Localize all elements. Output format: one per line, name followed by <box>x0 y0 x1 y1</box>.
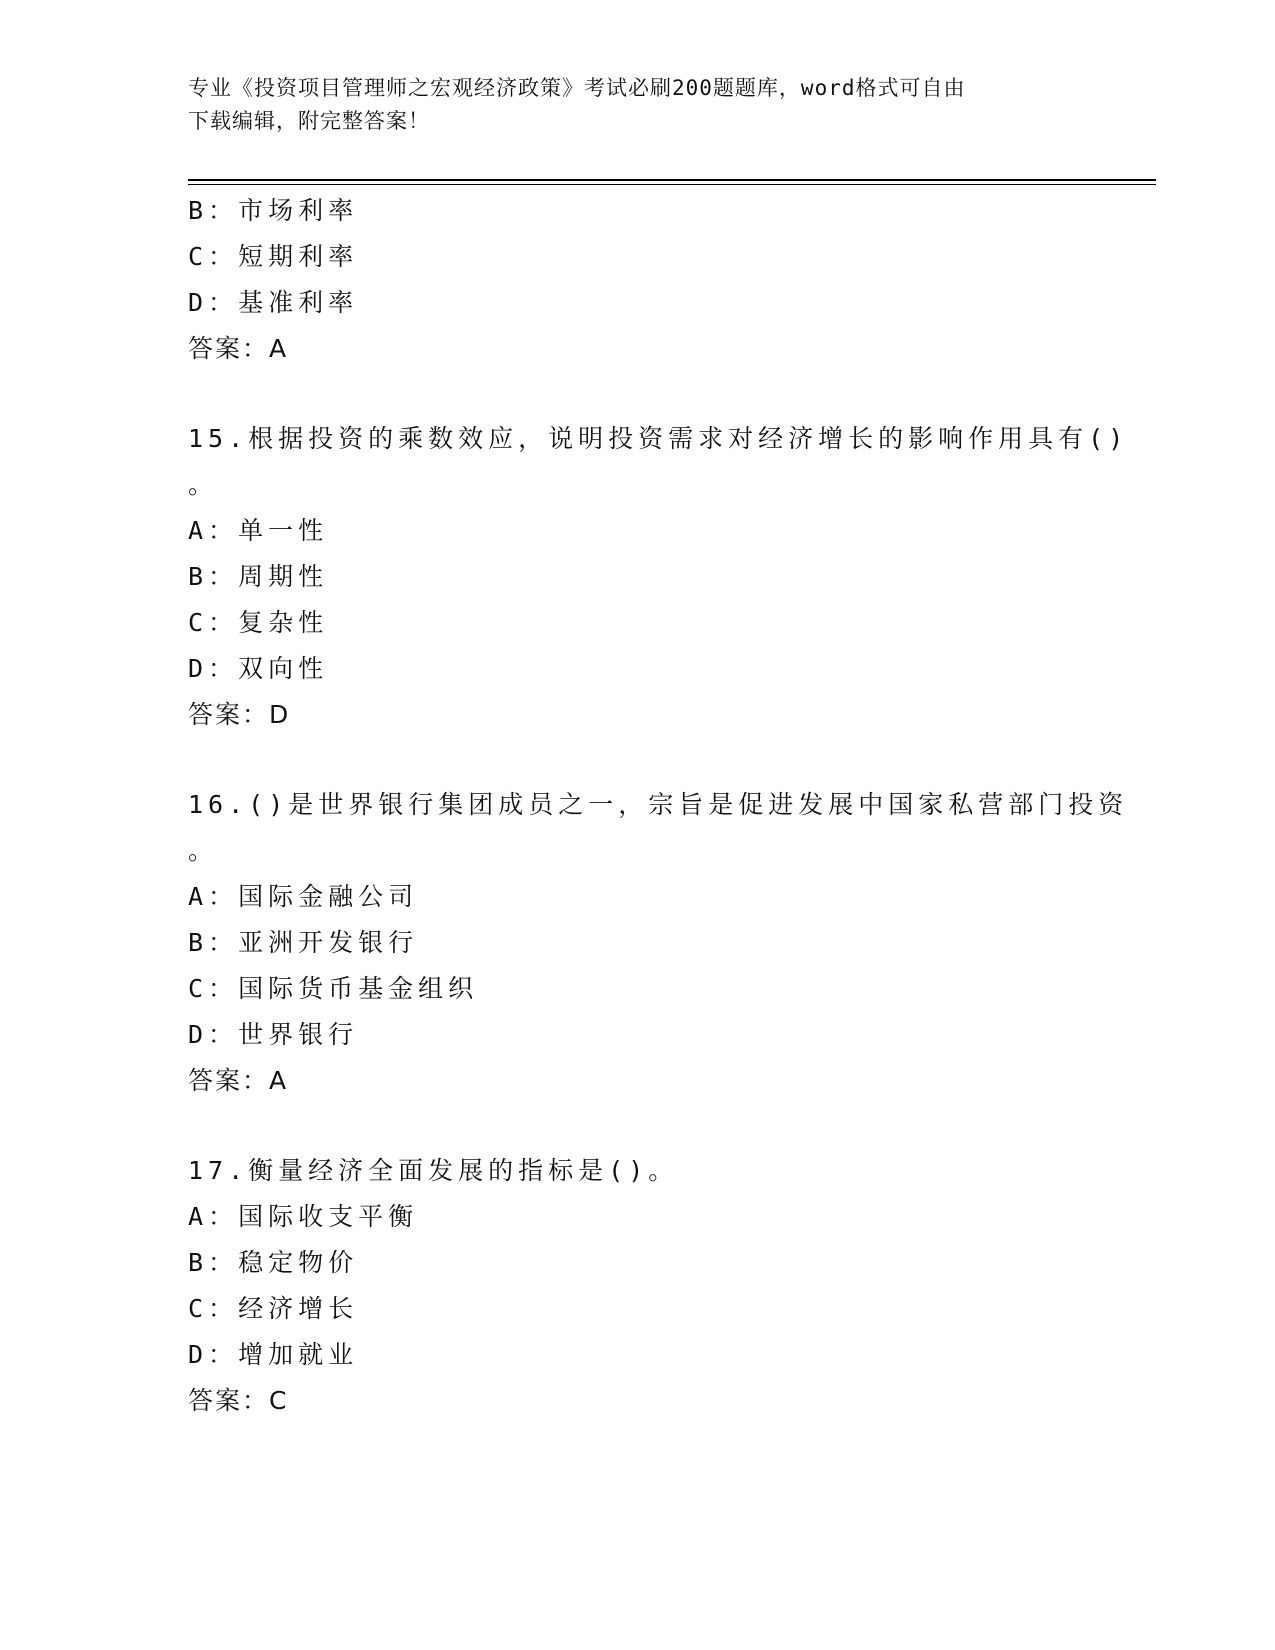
answer-line: 答案：A <box>188 334 289 363</box>
question-list <box>188 188 1129 1424</box>
option-b: B：市场利率 <box>188 196 359 225</box>
header-line-2: 下载编辑，附完整答案！ <box>188 109 430 133</box>
question-stem: 16.()是世界银行集团成员之一，宗旨是促进发展中国家私营部门投资 <box>188 790 1129 819</box>
question-stem-tail: 。 <box>188 836 214 865</box>
option-d: D：双向性 <box>188 654 329 683</box>
option-d: D：增加就业 <box>188 1340 359 1369</box>
option-c: C：国际货币基金组织 <box>188 974 479 1003</box>
question-16 <box>188 782 1129 1104</box>
document-header <box>188 72 1068 138</box>
option-d: D：世界银行 <box>188 1020 359 1049</box>
partial-question <box>188 188 1088 372</box>
option-a: A：国际收支平衡 <box>188 1202 419 1231</box>
question-stem-tail: 。 <box>188 470 214 499</box>
option-b: B：周期性 <box>188 562 329 591</box>
question-17 <box>188 1148 1088 1424</box>
option-c: C：经济增长 <box>188 1294 359 1323</box>
option-b: B：稳定物价 <box>188 1248 359 1277</box>
option-a: A：单一性 <box>188 516 329 545</box>
question-15 <box>188 416 1129 738</box>
answer-line: 答案：C <box>188 1386 289 1415</box>
header-divider-thick <box>188 179 1156 181</box>
option-b: B：亚洲开发银行 <box>188 928 419 957</box>
question-stem: 15.根据投资的乘数效应，说明投资需求对经济增长的影响作用具有() <box>188 424 1129 453</box>
header-divider-thin <box>188 184 1156 185</box>
header-line-1: 专业《投资项目管理师之宏观经济政策》考试必刷200题题库，word格式可自由 <box>188 76 966 100</box>
option-a: A：国际金融公司 <box>188 882 419 911</box>
question-stem: 17.衡量经济全面发展的指标是()。 <box>188 1156 679 1185</box>
option-c: C：复杂性 <box>188 608 329 637</box>
option-c: C：短期利率 <box>188 242 359 271</box>
option-d: D：基准利率 <box>188 288 359 317</box>
answer-line: 答案：D <box>188 700 291 729</box>
answer-line: 答案：A <box>188 1066 289 1095</box>
